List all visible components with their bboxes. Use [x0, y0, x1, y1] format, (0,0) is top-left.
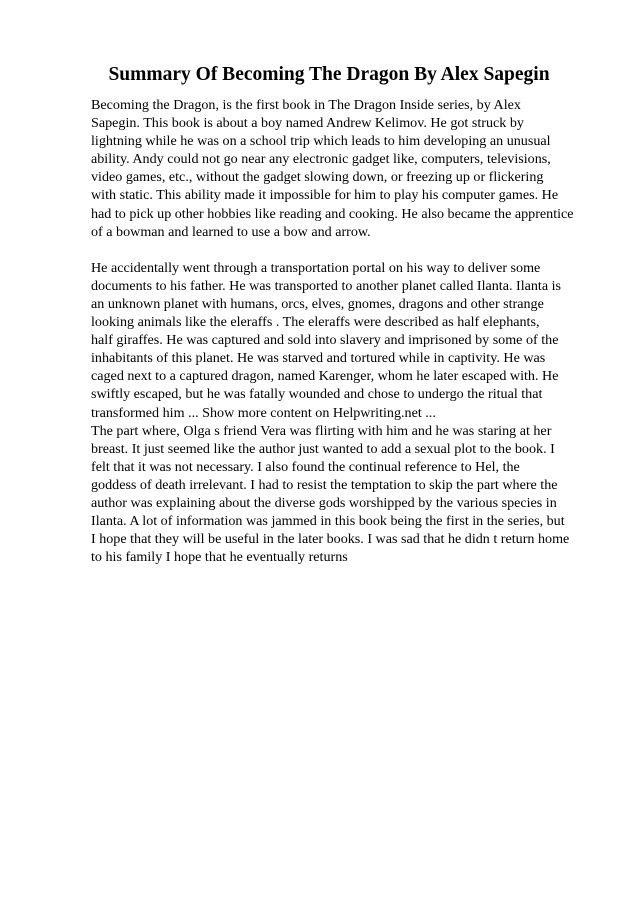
text-line: goddess of death irrelevant. I had to resist the temptation to skip the part where the: [91, 476, 558, 493]
text-line: Becoming the Dragon, is the first book in The Dragon Inside series, by Alex: [91, 97, 521, 113]
text-line: had to pick up other hobbies like reading and cooking. He also became the apprentice: [91, 205, 574, 222]
text-line: to his family I hope that he eventually returns: [91, 549, 348, 566]
text-line: Sapegin. This book is about a boy named Andrew Kelimov. He got struck by: [91, 115, 524, 132]
text-line: half giraffes. He was captured and sold into slavery and imprisoned by some of the: [91, 332, 559, 349]
paragraph-1: [91, 96, 591, 241]
document-body: [91, 96, 591, 566]
text-line: with static. This ability made it impossible for him to play his computer games. He: [91, 187, 559, 204]
document-title: Summary Of Becoming The Dragon By Alex Sapegin: [108, 64, 550, 85]
text-line: breast. It just seemed like the author just wanted to add a sexual plot to the book. I: [91, 440, 555, 457]
text-line: lightning while he was on a school trip which leads to him developing an unusual: [91, 133, 551, 150]
text-line: transformed him ... Show more content on Helpwriting.net ...: [91, 404, 436, 421]
text-line: ability. Andy could not go near any electronic gadget like, computers, televisions,: [91, 151, 551, 168]
text-line: of a bowman and learned to use a bow and arrow.: [91, 223, 371, 240]
text-line: He accidentally went through a transportation portal on his way to deliver some: [91, 259, 541, 276]
text-line: video games, etc., without the gadget slowing down, or freezing up or flickering: [91, 169, 544, 186]
text-line: caged next to a captured dragon, named Karenger, whom he later escaped with. He: [91, 368, 559, 385]
paragraph-3: [91, 422, 591, 567]
text-line: looking animals like the eleraffs . The eleraffs were described as half elephants,: [91, 314, 540, 331]
text-line: inhabitants of this planet. He was starved and tortured while in captivity. He was: [91, 350, 546, 367]
text-line: Ilanta. A lot of information was jammed in this book being the first in the series, but: [91, 513, 565, 530]
text-line: felt that it was not necessary. I also found the continual reference to Hel, the: [91, 458, 520, 475]
paragraph-gap: [91, 241, 591, 259]
text-line: I hope that they will be useful in the later books. I was sad that he didn t return home: [91, 531, 570, 548]
text-line: an unknown planet with humans, orcs, elves, gnomes, dragons and other strange: [91, 295, 544, 312]
text-line: swiftly escaped, but he was fatally wounded and chose to undergo the ritual that: [91, 386, 543, 403]
text-line: documents to his father. He was transported to another planet called Ilanta. Ilanta is: [91, 277, 562, 294]
text-line: author was explaining about the diverse gods worshipped by the various species in: [91, 494, 557, 511]
paragraph-2: [91, 259, 591, 422]
text-line: The part where, Olga s friend Vera was flirting with him and he was staring at her: [91, 422, 552, 439]
